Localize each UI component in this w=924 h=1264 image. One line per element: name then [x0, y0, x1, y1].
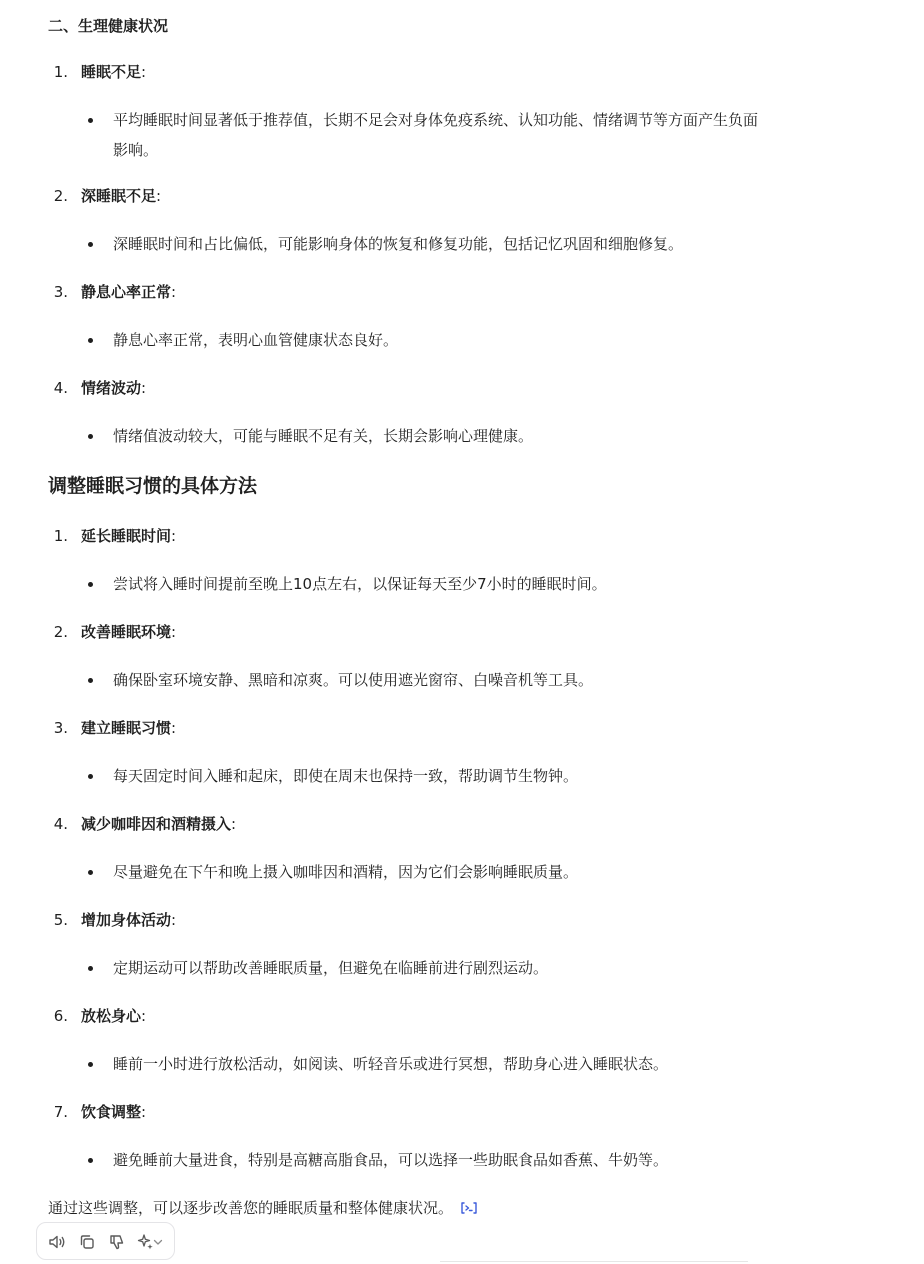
bullet-text: 平均睡眠时间显著低于推荐值，长期不足会对身体免疫系统、认知功能、情绪调节等方面产生负面影响。 — [113, 111, 759, 159]
bullet-dot — [88, 774, 93, 779]
bullet-dot — [88, 582, 93, 587]
list-item-title: 深睡眠不足: — [81, 187, 162, 205]
list-number: 6. — [53, 1007, 68, 1025]
list-number: 4. — [53, 815, 68, 833]
bullet-text: 每天固定时间入睡和起床，即使在周末也保持一致，帮助调节生物钟。 — [113, 767, 579, 785]
list-number: 2. — [53, 623, 68, 641]
list-item-title: 静息心率正常: — [81, 283, 177, 301]
list-item-title: 延长睡眠时间: — [81, 527, 177, 545]
bullet-text: 情绪值波动较大，可能与睡眠不足有关，长期会影响心理健康。 — [113, 427, 534, 445]
list-number: 1. — [53, 527, 68, 545]
code-reference-icon[interactable] — [459, 1199, 479, 1213]
bullet-dot — [88, 966, 93, 971]
bullet-item — [88, 857, 768, 887]
copy-icon[interactable] — [77, 1232, 97, 1252]
list-item-title: 睡眠不足: — [81, 63, 147, 81]
list-number: 5. — [53, 911, 68, 929]
bullet-dot — [88, 678, 93, 683]
list-number: 7. — [53, 1103, 68, 1121]
bullet-item — [88, 229, 768, 259]
message-action-toolbar — [36, 1222, 175, 1260]
bullet-dot — [88, 242, 93, 247]
bullet-dot — [88, 1062, 93, 1067]
bullet-dot — [88, 870, 93, 875]
section-heading: 调整睡眠习惯的具体方法 — [48, 475, 258, 497]
list-number: 4. — [53, 379, 68, 397]
bullet-text: 静息心率正常，表明心血管健康状态良好。 — [113, 331, 399, 349]
list-number: 3. — [53, 719, 68, 737]
bullet-text: 尽量避免在下午和晚上摄入咖啡因和酒精，因为它们会影响睡眠质量。 — [113, 863, 579, 881]
bullet-dot — [88, 434, 93, 439]
list-item-title: 建立睡眠习惯: — [81, 719, 177, 737]
bullet-text: 睡前一小时进行放松活动，如阅读、听轻音乐或进行冥想，帮助身心进入睡眠状态。 — [113, 1055, 669, 1073]
list-item-title: 饮食调整: — [81, 1103, 147, 1121]
list-item-title: 增加身体活动: — [81, 911, 177, 929]
bullet-dot — [88, 1158, 93, 1163]
bullet-item — [88, 665, 768, 695]
bullet-dot — [88, 338, 93, 343]
list-item-title: 放松身心: — [81, 1007, 147, 1025]
bullet-text: 确保卧室环境安静、黑暗和凉爽。可以使用遮光窗帘、白噪音机等工具。 — [113, 671, 594, 689]
bullet-text: 尝试将入睡时间提前至晚上10点左右，以保证每天至少7小时的睡眠时间。 — [113, 575, 607, 593]
bullet-text: 避免睡前大量进食，特别是高糖高脂食品，可以选择一些助眠食品如香蕉、牛奶等。 — [113, 1151, 669, 1169]
speaker-icon[interactable] — [47, 1232, 67, 1252]
list-item-title: 减少咖啡因和酒精摄入: — [81, 815, 237, 833]
bullet-item — [88, 569, 768, 599]
list-number: 2. — [53, 187, 68, 205]
list-item-title: 改善睡眠环境: — [81, 623, 177, 641]
bullet-item — [88, 105, 768, 165]
bullet-item — [88, 421, 768, 451]
bullet-item — [88, 761, 768, 791]
bullet-text: 定期运动可以帮助改善睡眠质量，但避免在临睡前进行剧烈运动。 — [113, 959, 549, 977]
bullet-text: 深睡眠时间和占比偏低，可能影响身体的恢复和修复功能，包括记忆巩固和细胞修复。 — [113, 235, 684, 253]
bullet-item — [88, 953, 768, 983]
bullet-item — [88, 325, 768, 355]
input-area-edge — [440, 1261, 748, 1262]
list-item-title: 情绪波动: — [81, 379, 147, 397]
bullet-item — [88, 1049, 768, 1079]
conclusion-text — [48, 1197, 479, 1219]
conclusion-label: 通过这些调整，可以逐步改善您的睡眠质量和整体健康状况。 — [48, 1199, 454, 1217]
bullet-item — [88, 1145, 768, 1175]
list-number: 1. — [53, 63, 68, 81]
list-number: 3. — [53, 283, 68, 301]
section-heading: 二、生理健康状况 — [48, 17, 169, 35]
chevron-down-icon[interactable] — [152, 1232, 164, 1252]
bullet-dot — [88, 118, 93, 123]
thumbs-down-icon[interactable] — [107, 1232, 127, 1252]
